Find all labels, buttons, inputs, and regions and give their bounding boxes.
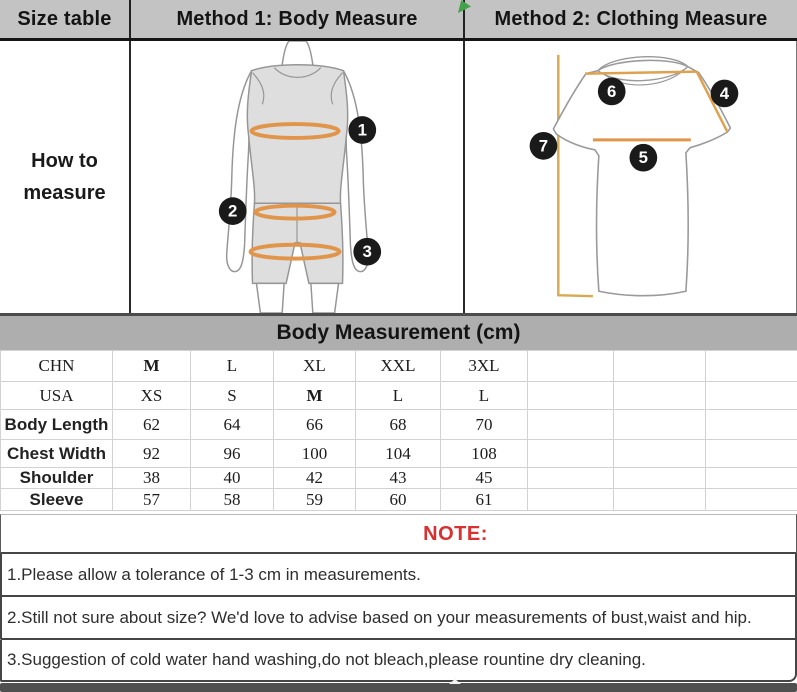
note-title: NOTE: xyxy=(0,514,797,554)
cell: 66 xyxy=(274,410,356,440)
cell: 60 xyxy=(356,489,441,511)
footer-bar xyxy=(0,683,797,692)
table-row-chest-width xyxy=(1,440,797,468)
marker-7-number: 7 xyxy=(538,136,549,156)
cell-empty xyxy=(528,440,614,468)
diagram-row xyxy=(0,41,797,313)
cell-empty xyxy=(528,489,614,511)
row-label: Shoulder xyxy=(1,468,113,489)
marker-5-number: 5 xyxy=(638,148,649,168)
cell-empty xyxy=(706,489,797,511)
cell: 42 xyxy=(274,468,356,489)
cell: M xyxy=(113,351,191,382)
cell: L xyxy=(191,351,274,382)
cell: 96 xyxy=(191,440,274,468)
row-label: Sleeve xyxy=(1,489,113,511)
header-method1: Method 1: Body Measure xyxy=(131,0,465,38)
marker-4-number: 4 xyxy=(719,83,730,103)
header-method2: Method 2: Clothing Measure xyxy=(494,7,768,30)
cell: 100 xyxy=(274,440,356,468)
note-item-3: 3.Suggestion of cold water hand washing,do not bleach,please rountine dry cleaning. xyxy=(0,640,797,682)
marker-5 xyxy=(630,144,658,172)
cell-empty xyxy=(706,410,797,440)
cell-empty xyxy=(614,468,706,489)
table-row-usa xyxy=(1,382,797,410)
marker-1-number: 1 xyxy=(357,120,367,140)
row-label: USA xyxy=(1,382,113,410)
body-measure-diagram xyxy=(131,41,465,313)
cell-empty xyxy=(614,351,706,382)
notes-section xyxy=(0,514,797,682)
clothing-measure-diagram xyxy=(465,41,797,313)
cell: 57 xyxy=(113,489,191,511)
cell-empty xyxy=(614,489,706,511)
cell: 64 xyxy=(191,410,274,440)
cell: 59 xyxy=(274,489,356,511)
cell: 38 xyxy=(113,468,191,489)
cell: S xyxy=(191,382,274,410)
cell: 68 xyxy=(356,410,441,440)
cell: XL xyxy=(274,351,356,382)
table-row-sleeve xyxy=(1,489,797,511)
cell: 104 xyxy=(356,440,441,468)
cell: M xyxy=(274,382,356,410)
cell-empty xyxy=(528,351,614,382)
cell: XS xyxy=(113,382,191,410)
cell-empty xyxy=(706,351,797,382)
cell: L xyxy=(356,382,441,410)
marker-2 xyxy=(219,197,247,225)
body-figure-illustration xyxy=(131,41,465,313)
header-row xyxy=(0,0,797,41)
marker-3 xyxy=(353,238,381,266)
cell: 43 xyxy=(356,468,441,489)
body-measurement-band xyxy=(0,313,797,350)
cell: L xyxy=(441,382,528,410)
note-item-2: 2.Still not sure about size? We'd love to advise based on your measurements of bust,waist and hip. xyxy=(0,597,797,640)
tshirt-illustration xyxy=(465,41,796,313)
cell: 62 xyxy=(113,410,191,440)
row-label: CHN xyxy=(1,351,113,382)
row-label: Body Length xyxy=(1,410,113,440)
cell-empty xyxy=(706,468,797,489)
cell-empty xyxy=(528,410,614,440)
body-measurement-title: Body Measurement (cm) xyxy=(276,321,521,344)
header-size-table: Size table xyxy=(0,0,131,38)
cell: 45 xyxy=(441,468,528,489)
cell: 70 xyxy=(441,410,528,440)
cell-empty xyxy=(528,382,614,410)
table-row-chn xyxy=(1,351,797,382)
marker-3-number: 3 xyxy=(362,242,372,262)
cell: 40 xyxy=(191,468,274,489)
cell-empty xyxy=(614,440,706,468)
cell: 92 xyxy=(113,440,191,468)
cell: XXL xyxy=(356,351,441,382)
marker-7 xyxy=(530,132,558,160)
marker-4 xyxy=(711,80,739,108)
cell-empty xyxy=(528,468,614,489)
table-row-body-length xyxy=(1,410,797,440)
cell: 108 xyxy=(441,440,528,468)
cell: 61 xyxy=(441,489,528,511)
cell-empty xyxy=(614,410,706,440)
cell-empty xyxy=(706,382,797,410)
marker-2-number: 2 xyxy=(228,201,238,221)
row-label: Chest Width xyxy=(1,440,113,468)
cell-empty xyxy=(706,440,797,468)
size-table xyxy=(0,350,797,511)
cell: 3XL xyxy=(441,351,528,382)
note-item-1: 1.Please allow a tolerance of 1-3 cm in measurements. xyxy=(0,554,797,597)
how-to-line1: How to xyxy=(31,150,98,172)
marker-6 xyxy=(598,78,626,106)
table-row-shoulder xyxy=(1,468,797,489)
cell: 58 xyxy=(191,489,274,511)
marker-6-number: 6 xyxy=(607,81,617,101)
marker-1 xyxy=(348,116,376,144)
how-to-measure-label xyxy=(0,41,131,313)
how-to-line2: measure xyxy=(23,182,106,204)
cell-empty xyxy=(614,382,706,410)
